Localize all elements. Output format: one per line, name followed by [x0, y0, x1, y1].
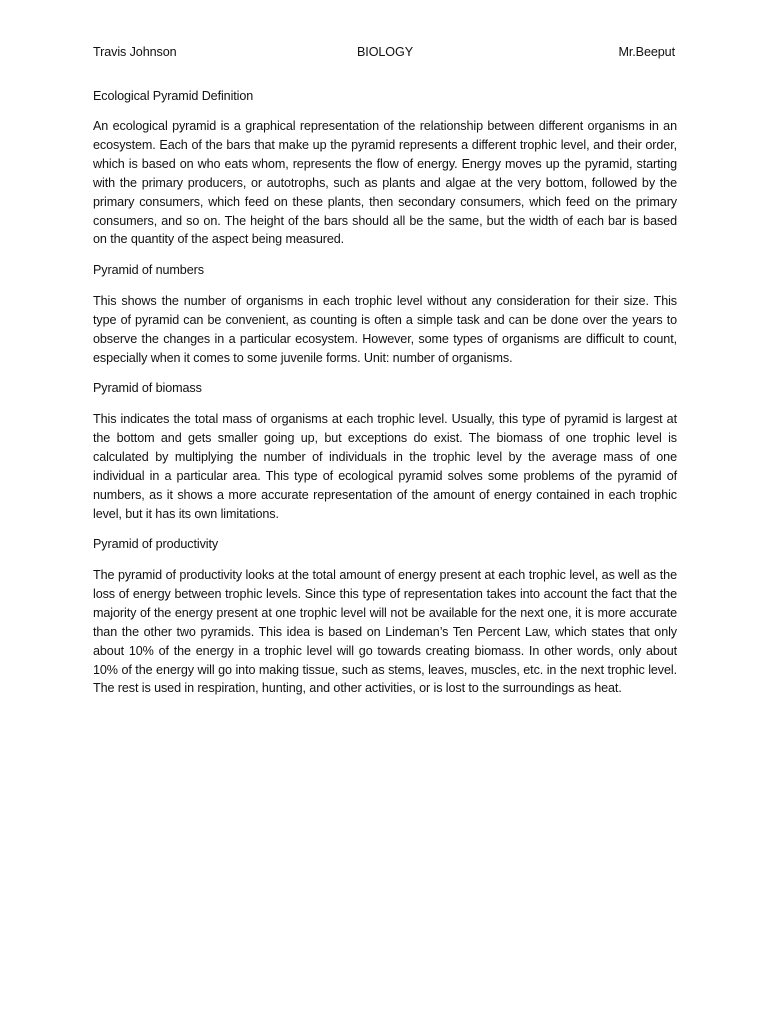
section-heading-pyramid-of-productivity: Pyramid of productivity — [93, 537, 219, 551]
document-page — [93, 0, 677, 1024]
section-body-pyramid-of-numbers: This shows the number of organisms in each trophic level without any consideration for their size. This type of pyramid can be convenient, as counting is often a simple task and can be done over the years to observe the changes in a particular ecosystem. However, some types of organisms are difficult to count, especially when it comes to some juvenile forms. Unit: number of organisms. — [93, 294, 677, 365]
header-subject: BIOLOGY — [357, 45, 413, 59]
header-teacher: Mr.Beeput — [618, 45, 675, 59]
section-body-pyramid-of-productivity: The pyramid of productivity looks at the total amount of energy present at each trophic level, as well as the loss of energy between trophic levels. Since this type of representation takes into account the fact that the majority of the energy present at one trophic level will not be available for the next one, it is more accurate than the other two pyramids. This idea is based on Lindeman’s Ten Percent Law, which states that only about 10% of the energy in a trophic level will go towards creating biomass. In other words, only about 10% of the energy will go into making tissue, such as stems, leaves, muscles, etc. in the next trophic level. The rest is used in respiration, hunting, and other activities, or is lost to the surroundings as heat. — [93, 568, 677, 696]
section-heading-definition: Ecological Pyramid Definition — [93, 89, 254, 103]
section-heading-pyramid-of-biomass: Pyramid of biomass — [93, 381, 202, 395]
section-heading-pyramid-of-numbers: Pyramid of numbers — [93, 263, 204, 277]
page-header — [93, 43, 677, 62]
section-body-pyramid-of-biomass: This indicates the total mass of organisms at each trophic level. Usually, this type of pyramid is largest at the bottom and gets smaller going up, but exceptions do exist. The biomass of one trophic level is calculated by multiplying the number of individuals in the trophic level by the average mass of one individual in a particular area. This type of ecological pyramid solves some problems of the pyramid of numbers, as it shows a more accurate representation of the amount of energy contained in each trophic level, but it has its own limitations. — [93, 412, 677, 521]
header-author: Travis Johnson — [93, 45, 177, 59]
section-body-definition: An ecological pyramid is a graphical representation of the relationship between different organisms in an ecosystem. Each of the bars that make up the pyramid represents a different trophic level, and their order, which is based on who eats whom, represents the flow of energy. Energy moves up the pyramid, starting with the primary producers, or autotrophs, such as plants and algae at the very bottom, followed by the primary consumers, which feed on these plants, then secondary consumers, which feed on the primary consumers, and so on. The height of the bars should all be the same, but the width of each bar is based on the quantity of the aspect being measured. — [93, 119, 677, 247]
